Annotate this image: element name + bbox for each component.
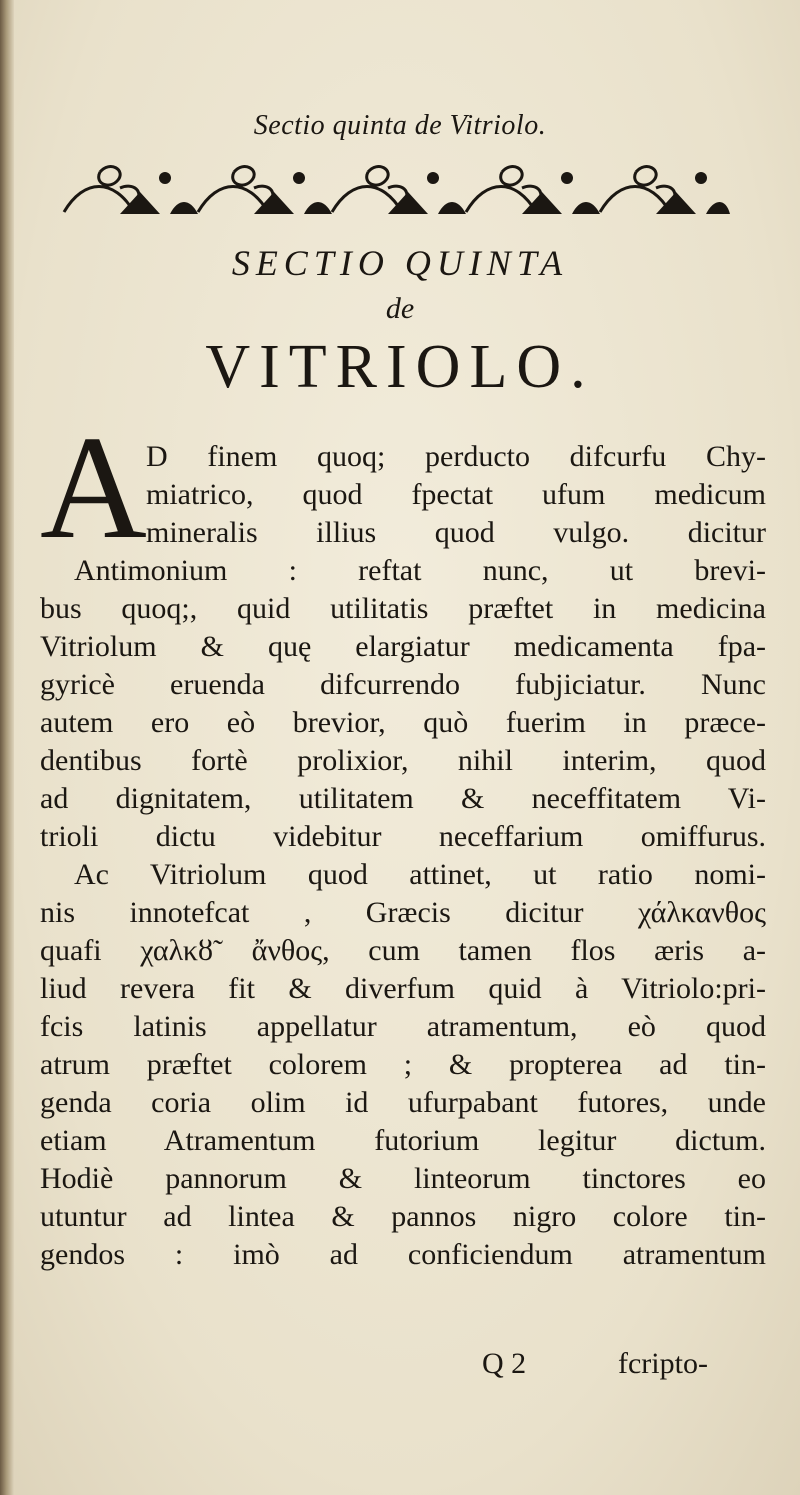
text-line: Ac Vitriolum quod attinet, ut ratio nomi- — [74, 858, 766, 891]
text-line: nis innotefcat , Græcis dicitur χάλκανθος — [40, 896, 766, 929]
text-line: Antimonium : reftat nunc, ut brevi- — [74, 554, 766, 587]
text-line: trioli dictu videbitur neceffarium omiffurus. — [40, 820, 766, 853]
text-line: fcis latinis appellatur atramentum, eò quod — [40, 1010, 766, 1043]
text-line: miatrico, quod fpectat ufum medicum — [146, 478, 766, 511]
text-line: atrum præftet colorem ; & propterea ad tin- — [40, 1048, 766, 1081]
signature-mark: Q 2 — [482, 1347, 527, 1380]
text-line: gendos : imò ad conficiendum atramentum — [40, 1238, 766, 1271]
text-line: genda coria olim id ufurpabant futores, unde — [40, 1086, 766, 1119]
text-line: mineralis illius quod vulgo. dicitur — [146, 516, 766, 549]
text-line: Vitriolum & quę elargiatur medicamenta fpa- — [40, 630, 766, 663]
drop-cap: A — [40, 406, 147, 570]
text-line: autem ero eò brevior, quò fuerim in præce- — [40, 706, 766, 739]
text-line: utuntur ad lintea & pannos nigro colore tin- — [40, 1200, 766, 1233]
chapter-title: VITRIOLO. — [205, 333, 595, 401]
text-line: dentibus fortè prolixior, nihil interim, quod — [40, 744, 766, 777]
ornament-band-icon — [60, 158, 732, 220]
running-header: Sectio quinta de Vitriolo. — [253, 110, 547, 141]
text-line: ad dignitatem, utilitatem & neceffitatem Vi- — [40, 782, 766, 815]
text-line: quafi χαλκȣ̃ ἄνθος, cum tamen flos æris a- — [40, 934, 766, 967]
de-word: de — [385, 292, 415, 325]
binding-edge — [0, 0, 14, 1495]
section-heading: SECTIO QUINTA — [231, 243, 569, 283]
text-line: gyricè eruenda difcurrendo fubjiciatur. Nunc — [40, 668, 766, 701]
text-line: Hodiè pannorum & linteorum tinctores eo — [40, 1162, 766, 1195]
catchword: fcripto- — [618, 1347, 708, 1380]
text-line: D finem quoq; perducto difcurfu Chy- — [146, 440, 766, 473]
text-line: liud revera fit & diverfum quid à Vitriolo:pri- — [40, 972, 766, 1005]
text-line: bus quoq;, quid utilitatis præftet in medicina — [40, 592, 766, 625]
text-line: etiam Atramentum futorium legitur dictum. — [40, 1124, 766, 1157]
